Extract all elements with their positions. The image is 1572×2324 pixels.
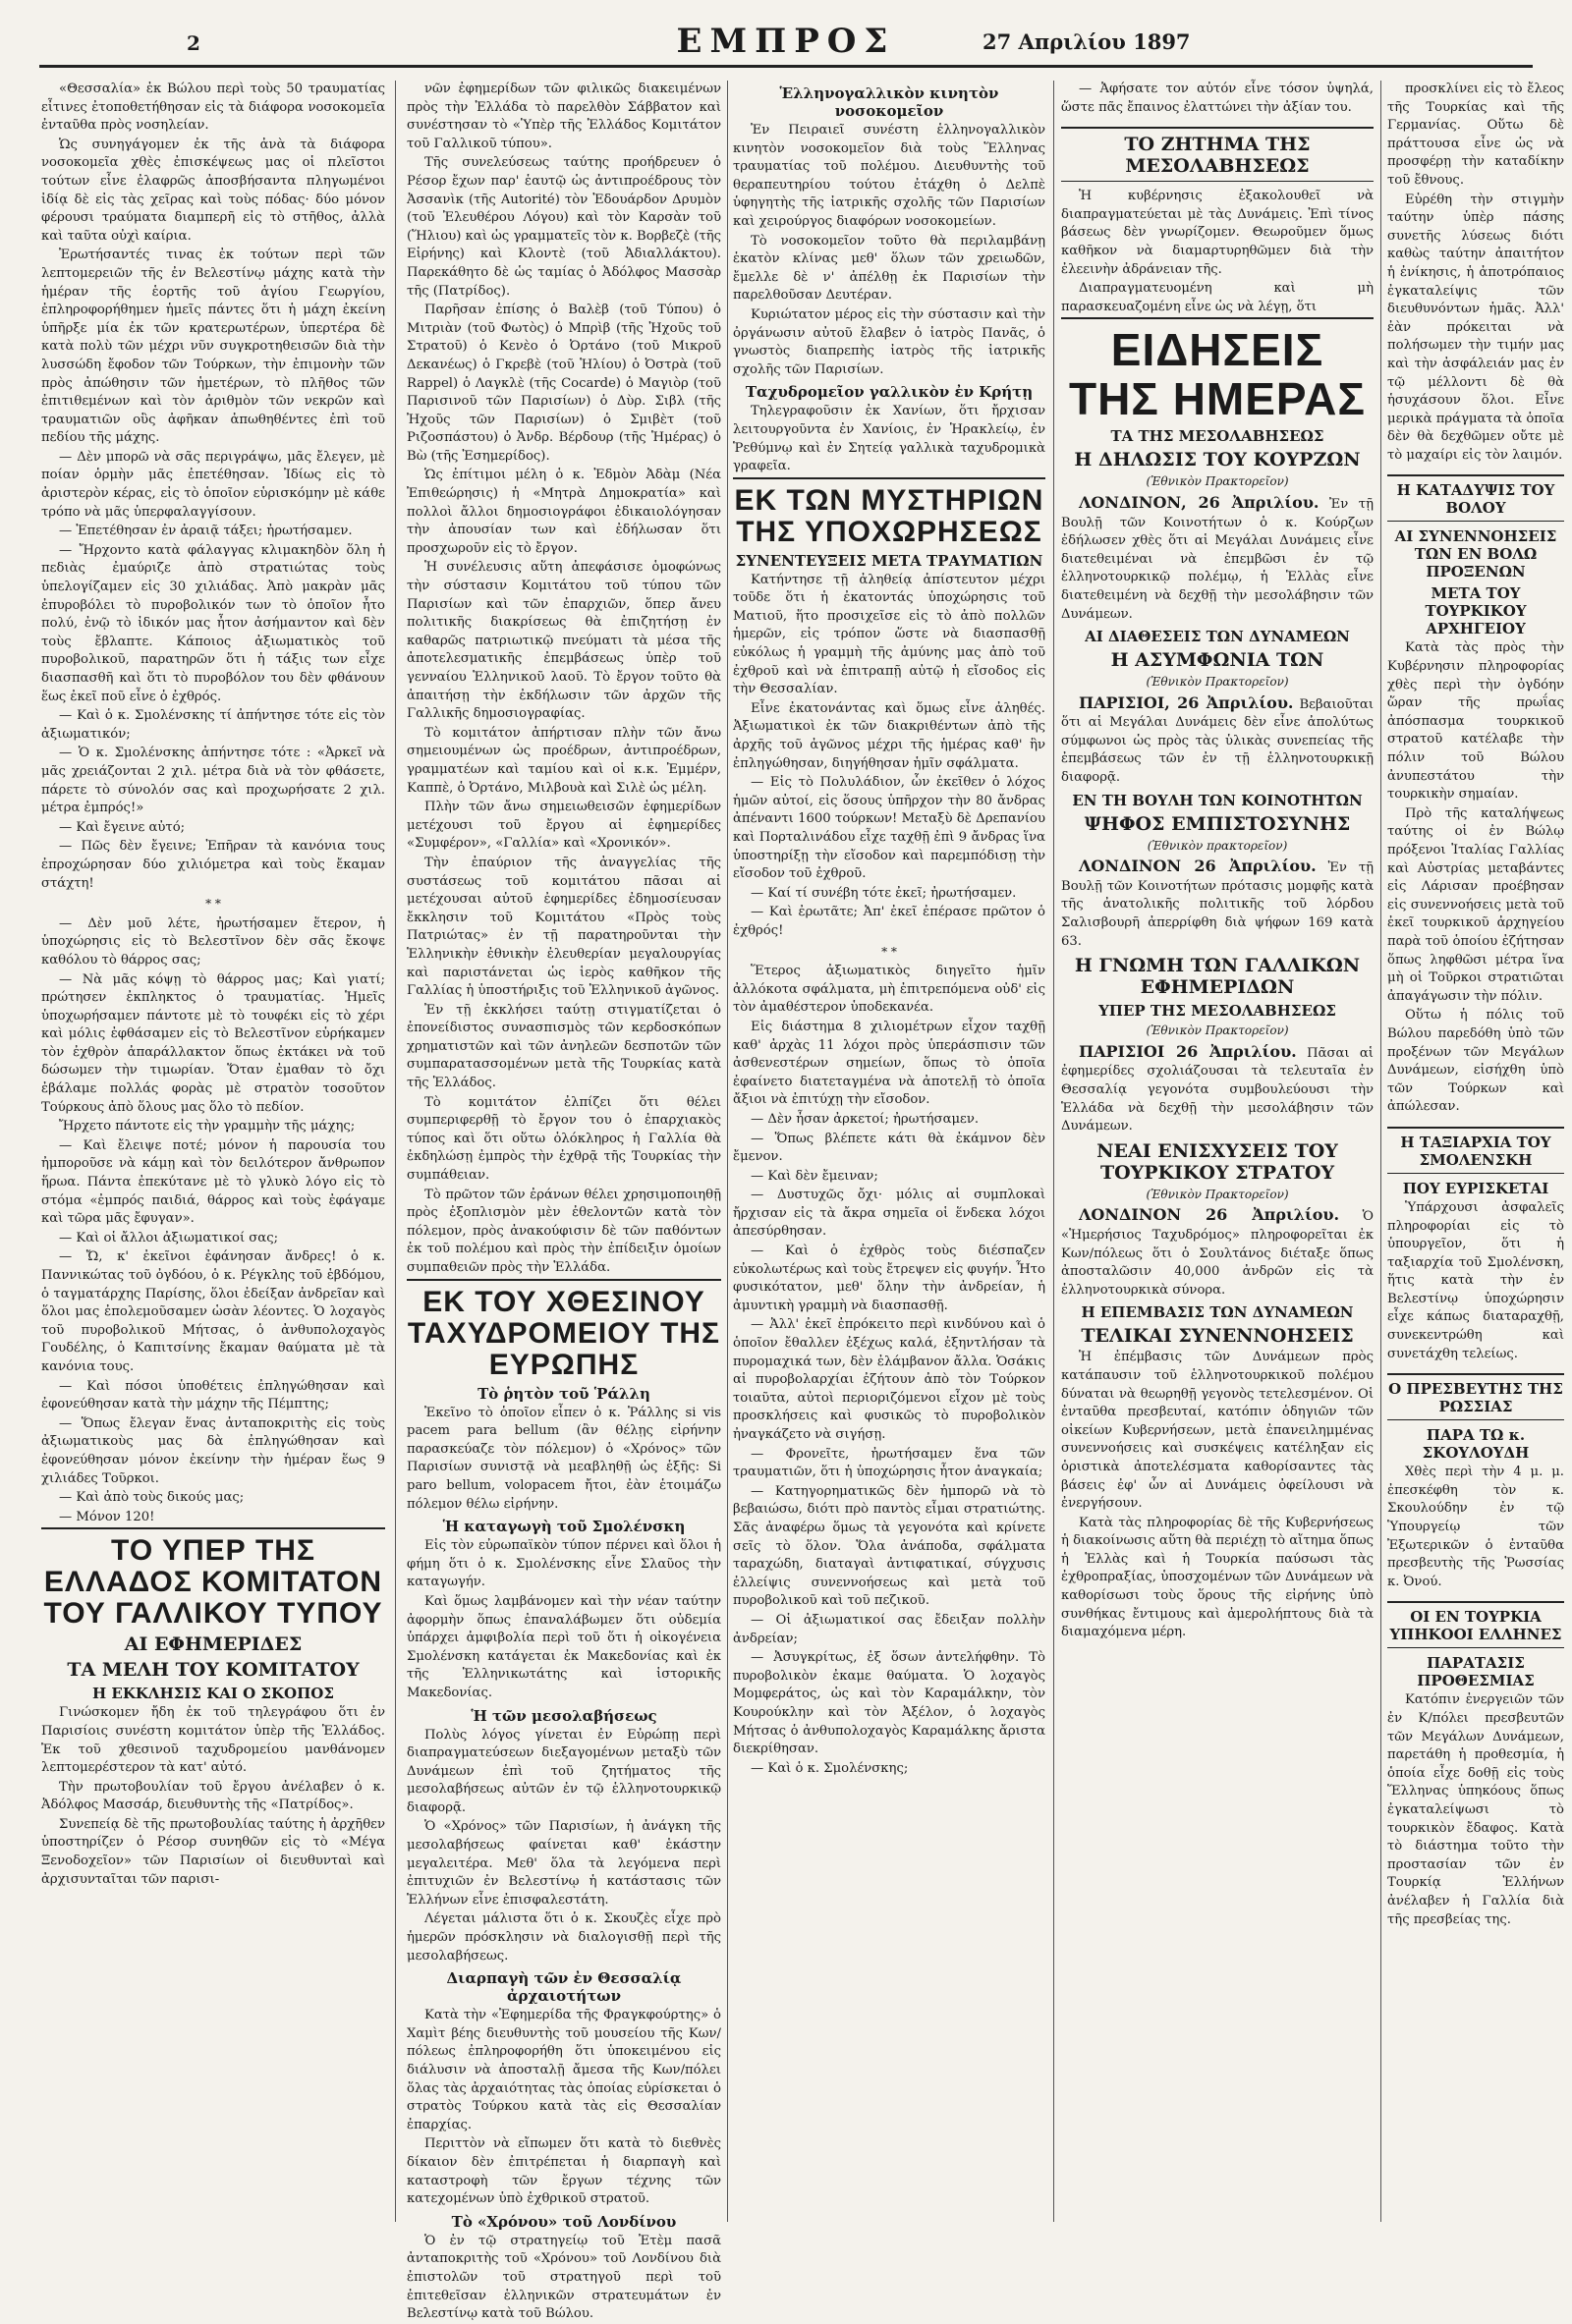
subheadline: Η ΓΝΩΜΗ ΤΩΝ ΓΑΛΛΙΚΩΝ ΕΦΗΜΕΡΙΔΩΝ <box>1074 955 1361 999</box>
subheadline: Ταχυδρομεῖον γαλλικὸν ἐν Κρήτῃ <box>745 383 1034 402</box>
paragraph: — Καί τί συνέβη τότε ἐκεῖ; ἠρωτήσαμεν. <box>751 885 1017 901</box>
column-rule <box>727 81 728 2222</box>
paragraph: Ἕτερος ἀξιωματικὸς διηγεῖτο ἡμῖν ἀλλόκοτα σφάλματα, μὴ ἐπιτρεπόμενα οὐδ' εἰς τὸν ἀμαθέστερον ὑποδεκανέα. <box>733 964 1045 1016</box>
paragraph: — Καὶ ὁ κ. Σμολένσκης; <box>751 1760 909 1776</box>
dateline: ΠΑΡΙΣΙΟΙ 26 Ἀπριλίου. <box>1079 1041 1297 1061</box>
paragraph: — Ἤρχοντο κατὰ φάλαγγας κλιμακηδὸν ὅλη ἡ πεδιὰς ἐμαύριζε ἀπὸ στρατιώτας τοὺς ὑπελογίζαμεν εἰς 30 χιλιάδας. Ἀπὸ μακρὰν μᾶς ἐπυροβόλει τὸ πυροβολικόν των τὸ ὁποῖον ἦτο πολύ, ἐνῷ τὸ ἰδικόν μας ἦτον ἀσήμαντον καὶ δὲν τοὺς ἔβλαπτε. Κάποιος ἀξιωματικὸς τοῦ πυροβολικοῦ, παρατηρῶν ὅτι ἡ τάξις των εἶχε διασπασθῆ καὶ ὅτι τὸ πυροβόλον του δὲν φθάνουν ἕως ἐκεῖ ποῦ εἶνε ὁ ἐχθρός. <box>41 542 385 704</box>
paragraph: Εἰς διάστημα 8 χιλιομέτρων εἶχον ταχθῇ καθ' ἀρχὰς 11 λόχοι πρὸς ὑπεράσπισιν τῶν ἀσθενεστέρων σημείων, ὅπως τὸ ὁποῖα ἐφαίνετο διατεταγμένα νὰ ἀποτελῇ τὸ ὁποῖα ἄξιοι νὰ ἐπιτύχῃ τὴν εἴσοδον. <box>733 1019 1045 1108</box>
subheadline: ΤΕΛΙΚΑΙ ΣΥΝΕΝΝΟΗΣΕΙΣ <box>1081 1325 1354 1348</box>
subheadline: ΣΥΝΕΝΤΕΥΞΕΙΣ ΜΕΤΑ ΤΡΑΥΜΑΤΙΩΝ <box>735 551 1043 570</box>
subheadline: Η ΤΑΞΙΑΡΧΙΑ ΤΟΥ ΣΜΟΛΕΝΣΚΗ <box>1387 1127 1564 1174</box>
subheadline: ΠΑΡΑ ΤΩ κ. ΣΚΟΥΛΟΥΔΗ <box>1422 1426 1530 1463</box>
news-source: (Ἐθνικὸν Πρακτορεῖον) <box>1146 675 1289 690</box>
subheadline: Τὸ ῥητὸν τοῦ Ῥάλλη <box>477 1384 650 1403</box>
paragraph: Ὁ «Ἡμερήσιος Ταχυδρόμος» πληροφορεῖται ἐκ Κων/πόλεως ὅτι ὁ Σουλτάνος διέταξε ὅπως ἀποσταλῶσιν 40,000 ἀνδρῶν εἰς τὰ ἑλληνοτουρκικὰ σύνορα. <box>1061 1209 1374 1298</box>
paragraph: — Δυστυχῶς ὄχι· μόλις αἱ συμπλοκαὶ ἤρχισαν εἰς τὰ ἄκρα σημεῖα οἱ ἕνδεκα λόχοι ἀπεσύρθησαν. <box>733 1188 1045 1240</box>
paragraph: — Νὰ μᾶς κόψῃ τὸ θάρρος μας; Καὶ γιατί; πρώτησεν ἐκπληκτος ὁ τραυματίας. Ἡμεῖς ὑποχωρήσαμεν πάντοτε μὲ τὸ τουφέκι εἰς τὸ χέρι καὶ μόλις ἐφθάσαμεν εἰς τὸ Βελεστῖνον εὑρήκαμεν τὸν ἐχθρὸν ἀπαράλλακτον ὅπως ἐκτάκει νὰ τοῦ δώσωμεν τὴν τιμωρίαν. Ὅταν ἐμαθαν τὸ ὄχι ἐβάλαμε πολλάς φορὰς μὲ στρατὸν τοσοῦτον Τούρκους ἀπὸ ὅλους μας ὅλο τὸ πεδίον. <box>41 971 385 1115</box>
paragraph: Τὸ νοσοκομεῖον τοῦτο θὰ περιλαμβάνῃ ἑκατὸν κλίνας μεθ' ὅλων τῶν χρειωδῶν, ἔμελλε δὲ ν' ἀπέλθῃ ἐκ Παρισίων τὴν παρελθοῦσαν Δευτέραν. <box>733 233 1045 304</box>
paragraph: Τηλεγραφοῦσιν ἐκ Χανίων, ὅτι ἤρχισαν λειτουργοῦντα ἐν Χανίοις, ἐν Ἡρακλείῳ, ἐν Ῥεθύμνῳ καὶ ἐν Σητείᾳ γαλλικὰ ταχυδρομικὰ γραφεῖα. <box>733 404 1045 474</box>
paragraph: Εὐρέθη τὴν στιγμὴν ταύτην ὑπὲρ πάσης συνετῆς λύσεως διότι καθὼς ταύτην ἀπαιτήτον ἡ ἐνίκησις, ἡ ἀποτρόπαιος ἐγκαταλείψις τῶν διευθυνόντων ἡμᾶς. Ἀλλ' ἐὰν πρόκειται νὰ πολήσωμεν τὴν τιμήν μας καὶ τὴν ἀσφάλειάν μας ἐν τῷ μέλλοντι δὲ θὰ ἡσυχάσουν ὅλοι. Εἶνε μερικὰ πράγματα τὰ ὁποῖα δὲν θὰ δεχθῶμεν οὔτε μὲ τὸ μαχαίρι εἰς τὸν λαιμόν. <box>1387 192 1564 463</box>
paragraph: Τὸ κομιτάτον ἐλπίζει ὅτι θέλει συμπεριφερθῇ τὸ ἔργον του ὁ ἐπαρχιακὸς τύπος καὶ ὅτι οὕτω ὁλόκληρος ἡ Γαλλία θὰ ἐκδηλώσῃ ἐμπρὸς τὴν ἐχθρᾷ τῆς Τουρκίας τὴν συμπάθειαν. <box>407 1094 721 1184</box>
newspaper-title: ΕΜΠΡΟΣ <box>676 22 896 61</box>
subheadline: Η ΔΗΛΩΣΙΣ ΤΟΥ ΚΟΥΡΖΩΝ <box>1074 449 1361 471</box>
paragraph: Ἐκεῖνο τὸ ὁποῖον εἶπεν ὁ κ. Ῥάλλης si vis pacem para bellum (ἂν θέλῃς εἰρήνην παρασκεύαζε τὸν πόλεμον) ὁ «Χρόνος» τῶν Παρισίων συνιστᾷ νὰ μεαβληθῇ ὡς ἑξῆς: Si paro bellum, volopacem ἤτοι, ἐὰν ἑτοιμάζω πόλεμον θέλω εἰρήνην. <box>407 1405 721 1512</box>
subheadline: Διαρπαγὴ τῶν ἐν Θεσσαλίᾳ ἀρχαιοτήτων <box>446 1969 682 2006</box>
paragraph: Διαπραγματευομένη καὶ μὴ παρασκευαζομένη εἶνε ὡς νὰ λέγῃ, ὅτι <box>1061 281 1374 314</box>
paragraph: Τῆς συνελεύσεως ταύτης προήδρευεν ὁ Ρέσορ ἔχων παρ' ἑαυτῷ ὡς ἀντιπροέδρους τὸν Ἀσσανὶκ (τῆς Autorité) τὸν Ἐδουάρδον Δρυμὸν (τοῦ Ἐλευθέρου Λόγου) καὶ τὸν Καρσὰν τοῦ (Ἥλιου) καὶ ὡς γραμματεῖς τὸν κ. Βορβεζὲ (τῆς Εἰρήνης) καὶ Κλοντὲ (τοῦ Ἀδιαλλάκτου). Παρεκάθητο δὲ ὡς ταμίας ὁ Ἀδόλφος Μασσὰρ τῆς (Πατρίδος). <box>407 155 721 299</box>
headline: ΕΙΔΗΣΕΙΣ ΤΗΣ ΗΜΕΡΑΣ <box>1061 317 1374 423</box>
paragraph: Κατὰ τὰς πληροφορίας δὲ τῆς Κυβερνήσεως ἡ διακοίνωσις αὕτη θὰ περιέχῃ τὸ αἴτημα ὅπως ἡ Ἑλλὰς καὶ ἡ Τουρκία παύσωσι τὰς ἐχθροπραξίας, ὑποσχομένων τῶν Δυνάμεων νὰ καθορίσωσι τοὺς ὅρους τῆς εἰρήνης ὑπὸ συνθήκας ἔντιμους καὶ ἀμερολήπτους διὰ τὰ διαμαχόμενα μέρη. <box>1061 1515 1374 1640</box>
paragraph: — Καὶ ἀπὸ τοὺς δικούς μας; <box>59 1490 245 1506</box>
subheadline: ΝΕΑΙ ΕΝΙΣΧΥΣΕΙΣ ΤΟΥ ΤΟΥΡΚΙΚΟΥ ΣΤΡΑΤΟΥ <box>1096 1139 1338 1184</box>
column-3 <box>733 81 1045 2222</box>
paragraph: — Δὲν μοῦ λέτε, ἠρωτήσαμεν ἕτερον, ἡ ὑποχώρησις εἰς τὸ Βελεστῖνον δὲν σᾶς ἔκοψε καθόλου τὸ θάρρος σας; <box>41 915 385 968</box>
paragraph: «Θεσσαλία» ἐκ Βώλου περὶ τοὺς 50 τραυματίας εἶτινες ἐτοποθετήθησαν εἰς τὰ διάφορα νοσοκομεῖα ἐνταῦθα πρὸς νοσηλείαν. <box>41 82 385 134</box>
subheadline: Ἡ καταγωγὴ τοῦ Σμολένσκη <box>442 1518 686 1536</box>
paragraph: — Κατηγορηματικῶς δὲν ἠμπορῶ νὰ τὸ βεβαιώσω, διότι πρὸ παντὸς εἶμαι στρατιώτης. Σᾶς ἀναφέρω ὅμως τὰ γεγονότα καὶ κρίνετε σεῖς τὸ ὅλον. Ὅλα ἀνάποδα, σφάλματα ταραχώδη, διαταγαὶ ἀντιφατικαί, σύγχυσις ἐλλείψις συνεννοήσεως καὶ μετὰ τοῦ πυροβολικοῦ καὶ τοῦ πεζικοῦ. <box>733 1483 1045 1609</box>
paragraph: — Καὶ οἱ ἄλλοι ἀξιωματικοί σας; <box>59 1230 279 1245</box>
paragraph: Ὡς ἐπίτιμοι μέλη ὁ κ. Ἐδμὸν Ἀδὰμ (Νέα Ἐπιθεώρησις) ἡ «Μητρὰ Δημοκρατία» καὶ πολλοὶ ἄλλοι δημοσιογράφοι ἐδικαιολόγησαν τὴν ἀπουσίαν των καὶ ἐδήλωσαν ὅτι προσχωροῦν εἰς τὸ ἔργον. <box>407 468 721 556</box>
paragraph: — Καὶ ὁ ἐχθρὸς τοὺς διέσπαζεν εὐκολωτέρως καὶ τοὺς ἔτρεψεν εἰς φυγήν. Ἦτο φυσικότατον, μεθ' ὅλην τὴν ἀνδρείαν, ἡ ἀμυντικὴ γραμμὴ νὰ διασπασθῇ. <box>733 1244 1045 1313</box>
paragraph: — Ἀλλ' ἐκεῖ ἐπρόκειτο περὶ κινδύνου καὶ ὁ ὁποῖον ἔθαλλεν ἐξέχως καλά, ἐξηντλήσαν τὰ πυρομαχικά των, δὲν ἐλάμβανον ἄλλα. Ὁσάκις αἱ πυροβολαρχίαι ἐζήτουν ἀπὸ τὸν Τούρκον τοιαῦτα, αὐτοὶ περιοριζόμενοι εἶχον μὲ τοὺς προσκλήσεις καὶ φυσικῶς τὸ πυροβολικὸν ἠναγκάζετο νὰ σιγήσῃ. <box>733 1317 1045 1442</box>
paragraph: Τὸ κομιτάτον ἀπήρτισαν πλὴν τῶν ἄνω σημειουμένων ὡς προέδρων, ἀντιπροέδρων, γραμματέων καὶ ταμίου καὶ οἱ κ.κ. Ἐμμέρν, Καππὲ, ὁ Ὀρτάνο, Μιλβουὰ καὶ Σιλὲ ὡς μέλη. <box>407 725 721 796</box>
paragraph: Πολὺς λόγος γίνεται ἐν Εὐρώπῃ περὶ διαπραγματεύσεων διεξαγομένων μεταξὺ τῶν Δυνάμεων ἐπὶ τοῦ ζητήματος τῆς μεσολαβήσεως αὐτῶν ἐν τῷ ἑλληνοτουρκικῷ διαφορᾷ. <box>407 1727 721 1815</box>
news-source: (Ἐθνικὸν Πρακτορεῖον) <box>1146 1187 1289 1201</box>
dateline: ΛΟΝΔΙΝΟΝ 26 Ἀπριλίου. <box>1079 857 1317 876</box>
paragraph: Τὸ πρῶτον τῶν ἐράνων θέλει χρησιμοποιηθῇ πρὸς ἐξοπλισμὸν μὲν ἐθελοντῶν κατὰ τὸν πόλεμον, πρὸς ἀνακούφισιν δὲ τῶν παθόντων ἐκ τοῦ πολέμου καὶ πρὸς τὴν ἐπίδειξιν ὁμοίων συμπαθειῶν πρὸς τὴν Ἑλλάδα. <box>407 1187 721 1275</box>
paragraph: Ἡ συνέλευσις αὕτη ἀπεφάσισε ὁμοφώνως τὴν σύστασιν Κομιτάτου τοῦ τύπου τῶν Παρισίων καὶ τῶν ἐπαρχιῶν, ὅπερ ἄνευ πολιτικῆς διακρίσεως θὰ ἐπιζητήσῃ ἐν καθαρῶς πατριωτικῷ πνεύματι τὰ μέσα τῆς ἀποτελεσματικῆς ἐπεμβάσεως ὑπὲρ τοῦ γενναίου Ἑλληνικοῦ λαοῦ. Τὸ ἔργον τοῦτο θὰ ἀπαιτήσῃ τὴν ἐκδήλωσιν τῶν ἀρχῶν τῆς Γαλλικῆς δημοσιογραφίας. <box>407 560 721 722</box>
paragraph: — Εἰς τὸ Πολυλάδιον, ὧν ἐκεῖθεν ὁ λόχος ἡμῶν αὐτοί, εἰς ὅσους ὑπῆρχον τὴν 80 ἄνδρας ἀπέναντι 1600 τούρκων! Μεταξὺ δὲ Δρεπανίου καὶ Πορταλινάδου εἶχε ταχθῇ ἐπὶ 9 ἄνδρας ἵνα ὑποστηρίξῃ τὴν εἴσοδον καὶ παρεμπόδισῃ τὴν εἴσοδον τοῦ ἐχθροῦ. <box>733 775 1045 882</box>
paragraph: Ὑπάρχουσι ἀσφαλεῖς πληροφορίαι εἰς τὸ ὑπουργεῖον, ὅτι ἡ ταξιαρχία τοῦ Σμολένσκη, ἥτις κατὰ τὴν ἐν Βελεστίνῳ ὑποχώρησιν εἶχε κάπως διαταραχθῇ, συνεκεντρώθη καὶ συνετάχθη τελείως. <box>1387 1199 1564 1361</box>
paragraph: Χθὲς περὶ τὴν 4 μ. μ. ἐπεσκέφθη τὸν κ. Σκουλούδην ἐν τῷ Ὑπουργείῳ τῶν Ἐξωτερικῶν ὁ ἐνταῦθα πρεσβευτὴς τῆς Ῥωσσίας κ. Ὀνού. <box>1387 1465 1564 1589</box>
dateline: ΛΟΝΔΙΝΟΝ 26 Ἀπριλίου. <box>1079 1205 1340 1225</box>
paragraph: — Καὶ ἔλειψε ποτέ; μόνον ἡ παρουσία του ἠμποροῦσε νὰ κάμῃ καὶ τὸν δειλότερον ἄνθρωπον ἥρωα. Πάντα ἐπεκύτανε μὲ τὸ γλυκὸ λόγο εἰς τὸ στόμα «ἐμπρός παιδιά, θάρρος καὶ τοὺς ἐφάγαμε καὶ τῶρα μᾶς ἔφυγαν». <box>41 1137 385 1227</box>
subheadline: Η ΕΠΕΜΒΑΣΙΣ ΤΩΝ ΔΥΝΑΜΕΩΝ <box>1081 1303 1354 1322</box>
headline: ΤΟ ΥΠΕΡ ΤΗΣ ΕΛΛΑΔΟΣ ΚΟΜΙΤΑΤΟΝ ΤΟΥ ΓΑΛΛΙΚΟΥ ΤΥΠΟΥ <box>41 1527 385 1630</box>
paragraph: Κατὰ τὴν «Ἐφημερίδα τῆς Φραγκφούρτης» ὁ Χαμὶτ βέης διευθυντὴς τοῦ μουσείου τῆς Κων/πόλεως ἐπληροφορήθη ὅτι ὑποκειμένου εἰς διάλυσιν νὰ ἀποσταλῇ ἄμεσα τῆς Κων/πόλει ὅλας τὰς ἀρχαιότητας τὰς ὁποίας εὑρίσκεται ὁ στρατὸς Τούρκου κατὰ τὰς εἰς Θεσσαλίαν ἐπαρχίας. <box>407 2008 721 2132</box>
paragraph: Γινώσκομεν ἤδη ἐκ τοῦ τηλεγράφου ὅτι ἐν Παρισίοις συνέστη κομιτάτον ὑπὲρ τῆς Ἑλλάδος. Ἐκ τοῦ χθεσινοῦ ταχυδρομείου μανθάνομεν λεπτομερέστερον τὰ κατ' αὐτό. <box>41 1705 385 1776</box>
paragraph: Ὡς συνηγάγομεν ἐκ τῆς ἀνὰ τὰ διάφορα νοσοκομεῖα χθὲς ἐπισκέψεως μας οἱ πλεῖστοι τούτων εἶνε ἐλαφρῶς ἀποσβήσαντα πληγωμένοι ἰδίᾳ δὲ εἰς τὰς χεῖρας καὶ τοὺς πόδας· δύο μόνον φέρουσι τραύματα διαμπερῆ εἰς τὸ στῆθος, ἀλλὰ καὶ ταῦτα οὐχὶ καίρια. <box>41 137 385 244</box>
paragraph: Πρὸ τῆς καταλήψεως ταύτης οἱ ἐν Βώλῳ πρόξενοι Ἰταλίας Γαλλίας καὶ Αὐστρίας μεταβάντες εἰς Λάρισαν προέβησαν εἰς συνεννοήσεις μετὰ τοῦ ἐκεῖ τουρκικοῦ ἀρχηγείου παρὰ τοῦ ὁποίου ἐζήτησαν ὅπως ληφθῶσι μέτρα ἵνα μὴ οἱ Τοῦρκοι στρατιῶται ἀπαγάγωσιν τὴν πόλιν. <box>1387 805 1564 1004</box>
paragraph: Ἐν τῇ Βουλῇ τῶν Κοινοτήτων πρότασις μομφῆς κατὰ τῆς ἀνατολικῆς πολιτικῆς τοῦ λόρδου Σαλισβουρῆ ἀπερρίφθη διὰ ψήφων 169 κατὰ 63. <box>1061 860 1375 949</box>
paragraph: Καὶ ὅμως λαμβάνομεν καὶ τὴν νέαν ταύτην ἀφορμὴν ὅπως ἐπαναλάβωμεν ὅτι οὐδεμία ὑπάρχει ἀμφιβολία περὶ τοῦ ὅτι ἡ οἰκογένεια Σμολένσκη κατάγεται ἐκ Μακεδονίας καὶ ἐκ τῆς Ἑλληνικωτάτης καὶ ἱστορικῆς Μακεδονίας. <box>407 1593 721 1700</box>
subheadline: ΤΑ ΜΕΛΗ ΤΟΥ ΚΟΜΙΤΑΤΟΥ <box>67 1659 360 1682</box>
paragraph: — Ὅπως ἔλεγαν ἕνας ἀνταποκριτὴς εἰς τοὺς ἀξιωματικοὺς μας δὰ ἐπληγώθησαν καὶ ἐφονεύθησαν μόνον ἐκείνην τὴν ἡμέραν ἕως 9 χιλιάδες Τοῦρκοι. <box>41 1415 385 1486</box>
masthead <box>39 18 1533 68</box>
paragraph: Εἰς τὸν εὐρωπαϊκὸν τύπον πέρνει καὶ ὅλοι ἡ φήμη ὅτι ὁ κ. Σμολένσκης εἶνε Σλαῦος τὴν καταγωγήν. <box>407 1538 721 1590</box>
section-stars: * * <box>881 944 897 959</box>
paragraph: Ὁ ἐν τῷ στρατηγείῳ τοῦ Ἐτὲμ πασᾶ ἀνταποκριτὴς τοῦ «Χρόνου» τοῦ Λονδίνου διὰ ἐπιστολῶν τοῦ στρατηγοῦ περὶ τοῦ ἐπιτεθεῖσαν ἑλληνικῶν στρατευμάτων ἐν Βελεστίνῳ κατὰ τοῦ Βώλου. <box>407 2233 721 2322</box>
dateline: ΛΟΝΔΙΝΟΝ, 26 Ἀπριλίου. <box>1079 492 1319 512</box>
subheadline: ΕΝ ΤΗ ΒΟΥΛΗ ΤΩΝ ΚΟΙΝΟΤΗΤΩΝ <box>1072 791 1363 809</box>
subheadline: ΑΙ ΔΙΑΘΕΣΕΙΣ ΤΩΝ ΔΥΝΑΜΕΩΝ <box>1085 628 1350 646</box>
paragraph: νῶν ἐφημερίδων τῶν φιλικῶς διακειμένων πρὸς τὴν Ἑλλάδα τὸ παρελθὸν Σάββατον καὶ συνέστησαν τὸ «Ὑπὲρ τῆς Ἑλλάδος Κομιτάτον τοῦ Γαλλικοῦ τύπου». <box>407 82 721 151</box>
column-1 <box>41 81 385 2222</box>
paragraph: Ἡ ἐπέμβασις τῶν Δυνάμεων πρὸς κατάπαυσιν τοῦ ἑλληνοτουρκικοῦ πολέμου δύναται νὰ θεωρηθῇ γεγονὸς τετελεσμένον. Οἱ ἐνταῦθα πρεσβευταί, κατόπιν ὁδηγιῶν τῶν οἰκείων Κυβερνήσεων, μετὰ ἐπανειλημμένας συνεννοήσεις καὶ συσκέψεις κατέληξαν εἰς ὁριστικὰ ἀποτελέσματα καθορίσαντες τὰς βάσεις ἐφ' ὧν αἱ Δυνάμεις ὀφείλουσι νὰ ἐνεργήσουν. <box>1061 1350 1374 1512</box>
paragraph: — Ἀφήσατε τον αὐτόν εἶνε τόσον ὑψηλά, ὥστε πᾶς ἔπαινος ἐλαττώνει τὴν ἀξίαν του. <box>1061 82 1374 115</box>
subheadline: ΜΕΤΑ ΤΟΥ ΤΟΥΡΚΙΚΟΥ ΑΡΧΗΓΕΙΟΥ <box>1425 584 1527 638</box>
paragraph: Συνεπείᾳ δὲ τῆς πρωτοβουλίας ταύτης ἡ ἀρχῆθεν ὑποστηρίζεν ὁ Ρέσορ συνηθῶν εἰς τὸ «Μέγα Ξενοδοχεῖον» τῶν Παρισίων οἱ διευθυνταὶ καὶ ἀρχισυνταῖται τῶν παρισι- <box>41 1816 385 1887</box>
paragraph: Τὴν ἐπαύριον τῆς ἀναγγελίας τῆς συστάσεως τοῦ κομιτάτου πᾶσαι αἱ μετέχουσαι αὐτοῦ ἐφημερίδες ἐδημοσίευσαν ἔκκλησιν τοῦ Κομιτάτου «Πρὸς τοὺς Πατριώτας» ἐν τῇ παρατηροῦνται τὴν Ἑλληνικὴν ἐθνικὴν ἐλευθερίαν μεγαλουργίας καὶ παριστάνεται ὡς ἱερὸς καθῆκον τῆς Γαλλίας ἡ ὑποστήριξις τοῦ Ἑλληνικοῦ ἀγῶνος. <box>407 855 721 999</box>
news-source: (Ἐθνικὸν Πρακτορεῖον) <box>1146 474 1289 489</box>
paragraph: Κυριώτατον μέρος εἰς τὴν σύστασιν καὶ τὴν ὀργάνωσιν αὐτοῦ ἔλαβεν ὁ ἰατρὸς Πανᾶς, ὁ γνωστὸς διαπρεπὴς ἰατρὸς τῆς ἰατρικῆς σχολῆς τῶν Παρισίων. <box>733 306 1045 377</box>
subheadline: ΨΗΦΟΣ ΕΜΠΙΣΤΟΣΥΝΗΣ <box>1084 812 1351 835</box>
page-number: 2 <box>187 31 200 55</box>
paragraph: — Καὶ ἐρωτᾶτε; Ἀπ' ἐκεῖ ἐπέρασε πρῶτον ὁ ἐχθρός! <box>733 905 1045 938</box>
paragraph: — Ὅπως βλέπετε κάτι θὰ ἐκάμνον δὲν ἔμενον. <box>733 1131 1045 1165</box>
dateline: ΠΑΡΙΣΙΟΙ, 26 Ἀπριλίου. <box>1079 692 1294 712</box>
paragraph: Παρῆσαν ἐπίσης ὁ Βαλὲβ (τοῦ Τύπου) ὁ Μιτριὰν (τοῦ Φωτὸς) ὁ Μπρὶβ (τῆς Ἠχοῦς τοῦ Στρατοῦ) ὁ Κενὲο ὁ Ὀρτάνο (τοῦ Μικροῦ Δεκανέως) ὁ Γκρεβὲ (τοῦ Ἡλίου) ὁ Ὀστρὰ (τοῦ Rappel) ὁ Λαγκλὲ (τῆς Cocarde) ὁ Μαγιὸρ (τοῦ Παρισινοῦ τῶν Παρισίων) ὁ Δὺρ. Σιβλ (τῆς Ἠχοῦς τῶν Παρισίων) ὁ Σμιβὲτ (τοῦ Ριζοσπάστου) ὁ Ἀνδρ. Βέρδουρ (τῆς Ἡμέρας) ὁ Βὼ (τῆς Ἐσημερίδος). <box>407 303 721 464</box>
subheadline: Η ΚΑΤΑΔΥΨΙΣ ΤΟΥ ΒΟΛΟΥ <box>1387 474 1564 522</box>
paragraph: Ἤρχετο πάντοτε εἰς τὴν γραμμὴν τῆς μάχης; <box>59 1119 356 1134</box>
subheadline: Η ΕΚΚΛΗΣΙΣ ΚΑΙ Ο ΣΚΟΠΟΣ <box>92 1685 334 1703</box>
paragraph: Τὴν πρωτοβουλίαν τοῦ ἔργου ἀνέλαβεν ὁ κ. Ἀδόλφος Μασσάρ, διευθυντὴς τῆς «Πατρίδος». <box>41 1779 385 1813</box>
subheadline: ΠΑΡΑΤΑΣΙΣ ΠΡΟΘΕΣΜΙΑΣ <box>1417 1654 1535 1690</box>
paragraph: — Πῶς δὲν ἔγεινε; Ἐπῆραν τὰ κανόνια τους ἐπροχώρησαν δύο χιλιόμετρα καὶ τοὺς ἔκαμαν στάχτη! <box>41 839 385 891</box>
column-rule <box>1380 81 1381 2222</box>
paragraph: Κατήντησε τῇ ἀληθείᾳ ἀπίστευτον μέχρι τοῦδε ὅτι ἡ ἐκατοντάς ὑποχώρησις τοῦ Ματιοῦ, ἥτο προσιχεῖσε εἰς τὸ ἀπὸ πολλῶν ἡμερῶν, εἰς τρόπον ὥστε νὰ διασπασθῇ εὐκόλως ἡ γραμμὴ τῆς ἀμύνης μας ἀπὸ τοῦ ἐχθροῦ καὶ νὰ ἐπιτραπῇ αὐτῷ ἡ εἴσοδος εἰς τὴν Θεσσαλίαν. <box>733 572 1045 697</box>
paragraph: — Δὲν μπορῶ νὰ σᾶς περιγράψω, μᾶς ἔλεγεν, μὲ ποίαν ὁρμὴν μᾶς ἐπετέθησαν. Ἰδίως εἰς τὸ ἀριστερὸν κέρας, εἰς τὸ ὁποῖον εὑρισκόμην μὲ κάθε τρόπο νὰ μᾶς ὑπερφαλαγγίσουν. <box>41 449 385 520</box>
paragraph: Κατόπιν ἐνεργειῶν τῶν ἐν Κ/πόλει πρεσβευτῶν τῶν Μεγάλων Δυνάμεων, παρετάθη ἡ προθεσμία, ἡ ὁποία εἶχε δοθῇ εἰς τοὺς Ἕλληνας ὑπηκόους ὅπως ἐγκαταλείψωσι τὸ τουρκικὸν ἔδαφος. Κατὰ τὸ διάστημα τοῦτο τὴν προστασίαν τῶν ἐν Τουρκίᾳ Ἑλλήνων ἀνέλαβεν ἡ Γαλλία διὰ τῆς πρεσβείας της. <box>1387 1692 1564 1927</box>
paragraph: Λέγεται μάλιστα ὅτι ὁ κ. Σκουζὲς εἶχε πρὸ ἡμερῶν πρόσκλησιν νὰ διαλογισθῇ περὶ τῆς μεσολαβήσεως. <box>407 1911 721 1964</box>
column-5 <box>1387 81 1564 2222</box>
paragraph: Ὁ «Χρόνος» τῶν Παρισίων, ἡ ἀνάγκη τῆς μεσολαβήσεως φαίνεται καθ' ἑκάστην μεγαλειτέρα. Μεθ' ὅλα τὰ λεγόμενα περὶ ἐπιτυχιῶν ἐν Βελεστίνῳ ἡ κατάστασις τῶν Ἑλλήνων εἶνε ἐπισφαλεστάτη. <box>407 1819 721 1908</box>
paragraph: προσκλίνει εἰς τὸ ἔλεος τῆς Τουρκίας καὶ τῆς Γερμανίας. Οὕτω δὲ πράττουσα εἶνε ὡς νὰ προσφέρῃ τὴν καταδίκην τοῦ ἔθνους. <box>1387 82 1564 188</box>
paragraph: Εἶνε ἐκατονάντας καὶ ὅμως εἶνε ἀληθές. Ἀξιωματικοὶ ἐκ τῶν διακριθέντων ἀπὸ τῆς ἀρχῆς τοῦ ἀγῶνος μέχρι τῆς ἡμέρας καθ' ἣν ἐπληγώθησαν, διηγήθησαν ἡμῖν σφάλματα. <box>733 700 1045 771</box>
news-source: (Ἐθνικὸν πρακτορεῖον) <box>1147 838 1288 853</box>
paragraph: Πᾶσαι αἱ ἐφημερίδες σχολιάζουσαι τὰ τελευταῖα ἐν Θεσσαλίᾳ γεγονότα συμβουλεύουσι τὴν Ἑλλάδα νὰ δεχθῇ τὴν μεσολάβησιν τῶν Δυνάμεων. <box>1061 1045 1374 1134</box>
subheadline: ΤΟ ΖΗΤΗΜΑ ΤΗΣ ΜΕΣΟΛΑΒΗΣΕΩΣ <box>1061 127 1374 182</box>
paragraph: — Φρονεῖτε, ἠρωτήσαμεν ἕνα τῶν τραυματιῶν, ὅτι ἡ ὑποχώρησις ἦτον ἀναγκαία; <box>733 1446 1045 1480</box>
subheadline: ΤΑ ΤΗΣ ΜΕΣΟΛΑΒΗΣΕΩΣ <box>1110 427 1324 446</box>
column-4 <box>1061 81 1374 2222</box>
headline: ΕΚ ΤΩΝ ΜΥΣΤΗΡΙΩΝ ΤΗΣ ΥΠΟΧΩΡΗΣΕΩΣ <box>733 477 1045 548</box>
paragraph: — Ἐπετέθησαν ἐν ἀραιᾷ τάξει; ἠρωτήσαμεν. <box>59 524 353 539</box>
subheadline: Ἡ τῶν μεσολαβήσεως <box>471 1706 657 1725</box>
paragraph: — Καὶ πόσοι ὑποθέτεις ἐπληγώθησαν καὶ ἐφονεύθησαν κατὰ τὴν μάχην τῆς Πέμπτης; <box>41 1378 385 1412</box>
paragraph: — Ἀσυγκρίτως, ἐξ ὅσων ἀντελήφθην. Τὸ πυροβολικὸν ἐκαμε θαύματα. Ὁ λοχαγὸς Μομφεράτος, ὡς καὶ τὸν Καραμάλκην, τὸν Κουρούκλην καὶ τὸν Ἀξέλον, ὁ λοχαγὸς Μήτσας ὁ ἀνθυπολοχαγὸς Καραμάλκης ἄριστα διεκρίθησαν. <box>733 1650 1045 1757</box>
subheadline: ΠΟΥ ΕΥΡΙΣΚΕΤΑΙ <box>1402 1179 1549 1197</box>
paragraph: Ἐρωτήσαντές τινας ἐκ τούτων περὶ τῶν λεπτομερειῶν τῆς ἐν Βελεστίνῳ μάχης κατὰ τὴν ἡμέραν τῆς ἑορτῆς τοῦ ἁγίου Γεωργίου, ἐπληροφορήθημεν ἡμεῖς πάντες ὅτι ἡ μάχη ἐκείνη ὑπῆρξε μία ἐκ τῶν κρατερωτέρων, ὑπερτέρα δὲ κατὰ πολὺ τῶν μέχρι νῦν συγκροτηθεισῶν διὰ τὴν λυσσώδη ἔφοδον τῶν Τούρκων, τὴν ἐπιμονὴν τῶν πρὸς ἀπώθησιν τῶν ἡμετέρων, τὸ πλῆθος τῶν ἐπιτιθεμένων καὶ τὸν ἀριθμὸν τῶν νεκρῶν καὶ τραυματιῶν οὓς ἀφῆκαν ἀπωθηθέντες ἐπὶ τοῦ πεδίου τῆς μάχης. <box>41 248 385 446</box>
subheadline: ΟΙ ΕΝ ΤΟΥΡΚΙΑ ΥΠΗΚΟΟΙ ΕΛΛΗΝΕΣ <box>1387 1601 1564 1648</box>
paragraph: Ἐν Πειραιεῖ συνέστη ἑλληνογαλλικὸν κινητὸν νοσοκομεῖον διὰ τοὺς Ἕλληνας τραυματίας τοῦ πολέμου. Διευθυντὴς τοῦ θεραπευτηρίου τούτου ἐτάχθη ὁ Δελπὲ ὑφηγητὴς τῆς ἰατρικῆς σχολῆς τῶν Παρισίων καὶ χειρούργος διαφόρων νοσοκομείων. <box>733 123 1045 229</box>
paragraph: Ἐν τῇ ἐκκλήσει ταύτῃ στιγματίζεται ὁ ἐπονείδιστος συνασπισμὸς τῶν κερδοσκόπων χρηματιστῶν καὶ τῶν ἀνηλεῶν δεσποτῶν τῶν συμπαρατασσομένων μετὰ τῆς Τουρκίας κατὰ τῆς Ἑλλάδος. <box>407 1002 721 1091</box>
paragraph: Περιττὸν νὰ εἴπωμεν ὅτι κατὰ τὸ διεθνὲς δίκαιον δὲν ἐπιτρέπεται ἡ διαρπαγὴ καὶ καταστροφὴ τῶν ἔργων τέχνης τῶν κατεχομένων ὑπὸ ἐχθρικοῦ στρατοῦ. <box>407 2136 721 2207</box>
paragraph: Βεβαιοῦται ὅτι αἱ Μεγάλαι Δυνάμεις δὲν εἶνε ἀπολύτως σύμφωνοι ὡς πρὸς τὰς ὑλικὰς συνεπείας τῆς ἐπεμβάσεως τῶν ἐν τῇ ἑλληνοτουρκικῇ διαφορᾷ. <box>1061 696 1374 786</box>
news-source: (Ἐθνικὸν Πρακτορεῖον) <box>1146 1024 1289 1038</box>
paragraph: — Καὶ ὁ κ. Σμολένσκης τί ἀπήντησε τότε εἰς τὸν ἀξιωματικόν; <box>41 708 385 742</box>
issue-date: 27 Απριλίου 1897 <box>982 29 1191 54</box>
paragraph: Ἐν τῇ Βουλῇ τῶν Κοινοτήτων ὁ κ. Κούρζων ἐδήλωσεν χθὲς ὅτι αἱ Μεγάλαι Δυνάμεις εἶνε διατεθειμέναι νὰ ἐπεμβῶσι ἐν τῷ ἑλληνοτουρκικῷ πολέμῳ, ἡ Ἑλλὰς εἶνε διατεθειμένη νὰ δεχθῇ τὴν μεσολάβησιν τῶν Δυνάμεων. <box>1061 496 1374 622</box>
paragraph: — Οἱ ἀξιωματικοί σας ἔδειξαν πολλὴν ἀνδρείαν; <box>733 1612 1045 1646</box>
paragraph: — Δὲν ἦσαν ἀρκετοί; ἠρωτήσαμεν. <box>751 1111 980 1127</box>
subheadline: Ο ΠΡΕΣΒΕΥΤΗΣ ΤΗΣ ΡΩΣΣΙΑΣ <box>1387 1373 1564 1420</box>
paragraph: — Ὤ, κ' ἐκεῖνοι ἐφάνησαν ἄνδρες! ὁ κ. Παννικώτας τοῦ ὀγδόου, ὁ κ. Ρέγκλης τοῦ ἑβδόμου, ὁ ταγματάρχης Παρίσης, ὅλοι ἐδείξαν ἀνδρεῖαν καὶ ὅλοι μας ἐπολεμοῦσαμεν ὡσὰν λέοντες. Ὁ λοχαγὸς τοῦ πυροβολικοῦ Μήτσας, ὁ ἀνθυπολοχαγὸς Γουδέλης, ὁ Καπιτσίνης ἔκαμαν θαύματα μὲ τὰ κανόνια τους. <box>41 1249 385 1374</box>
paragraph: — Ὁ κ. Σμολένσκης ἀπήντησε τότε : «Ἀρκεῖ νὰ μᾶς χρειάζονται 2 χιλ. μέτρα διὰ νὰ τὸν φθάσετε, πάρετε τὸ σύνολόν σας καὶ προχωρήσατε 2 χιλ. μέτρα ἐμπρός!» <box>41 746 385 816</box>
subheadline: Ἑλληνογαλλικὸν κινητὸν νοσοκομεῖον <box>779 84 999 120</box>
paragraph: Ἡ κυβέρνησις ἐξακολουθεῖ νὰ διαπραγματεύεται μὲ τὰς Δυνάμεις. Ἐπὶ τίνος βάσεως δὲν γνωρίζομεν. Θεωροῦμεν ὅμως καθῆκον νὰ διαμαρτυρηθῶμεν διὰ τὴν ἐλεεινὴν ἀδράνειαν τῆς. <box>1061 189 1374 277</box>
paragraph: Κατὰ τὰς πρὸς τὴν Κυβέρνησιν πληροφορίας χθὲς περὶ τὴν ὀγδόην ὥραν τῆς πρωΐας ἀπόσπασμα τουρκικοῦ στρατοῦ κατέλαβε τὴν πόλιν τοῦ Βώλου ἀνυπεστάτου τὴν τουρκικὴν σημαίαν. <box>1387 640 1564 802</box>
paragraph: Οὕτω ἡ πόλις τοῦ Βώλου παρεδόθη ὑπὸ τῶν προξένων τῶν Μεγάλων Δυνάμεων, εἰσήχθη ὑπὸ τῶν Τούρκων καὶ ἀπώλεσαν. <box>1387 1008 1564 1115</box>
subheadline: ΥΠΕΡ ΤΗΣ ΜΕΣΟΛΑΒΗΣΕΩΣ <box>1098 1002 1336 1021</box>
paragraph: Πλὴν τῶν ἄνω σημειωθεισῶν ἐφημερίδων μετέχουσι τοῦ ἔργου αἱ ἐφημερίδες «Συμφέρον», «Γαλλία» καὶ «Χρονικόν». <box>407 800 721 852</box>
subheadline: Τὸ «Χρόνου» τοῦ Λονδίνου <box>451 2212 677 2231</box>
column-rule <box>1053 81 1054 2222</box>
column-rule <box>395 81 396 2222</box>
paragraph: — Καὶ δὲν ἔμειναν; <box>751 1168 878 1184</box>
section-stars: * * <box>205 897 221 912</box>
subheadline: ΑΙ ΣΥΝΕΝΝΟΗΣΕΙΣ ΤΩΝ ΕΝ ΒΟΛΩ ΠΡΟΞΕΝΩΝ <box>1394 527 1557 581</box>
subheadline: ΑΙ ΕΦΗΜΕΡΙΔΕΣ <box>124 1633 303 1656</box>
subheadline: Η ΑΣΥΜΦΩΝΙΑ ΤΩΝ <box>1110 649 1324 672</box>
column-2 <box>407 81 721 2322</box>
headline: ΕΚ ΤΟΥ ΧΘΕΣΙΝΟΥ ΤΑΧΥΔΡΟΜΕΙΟΥ ΤΗΣ ΕΥΡΩΠΗΣ <box>407 1279 721 1381</box>
paragraph: — Καὶ ἔγεινε αὐτό; <box>59 819 186 835</box>
paragraph: — Μόνον 120! <box>59 1509 155 1524</box>
